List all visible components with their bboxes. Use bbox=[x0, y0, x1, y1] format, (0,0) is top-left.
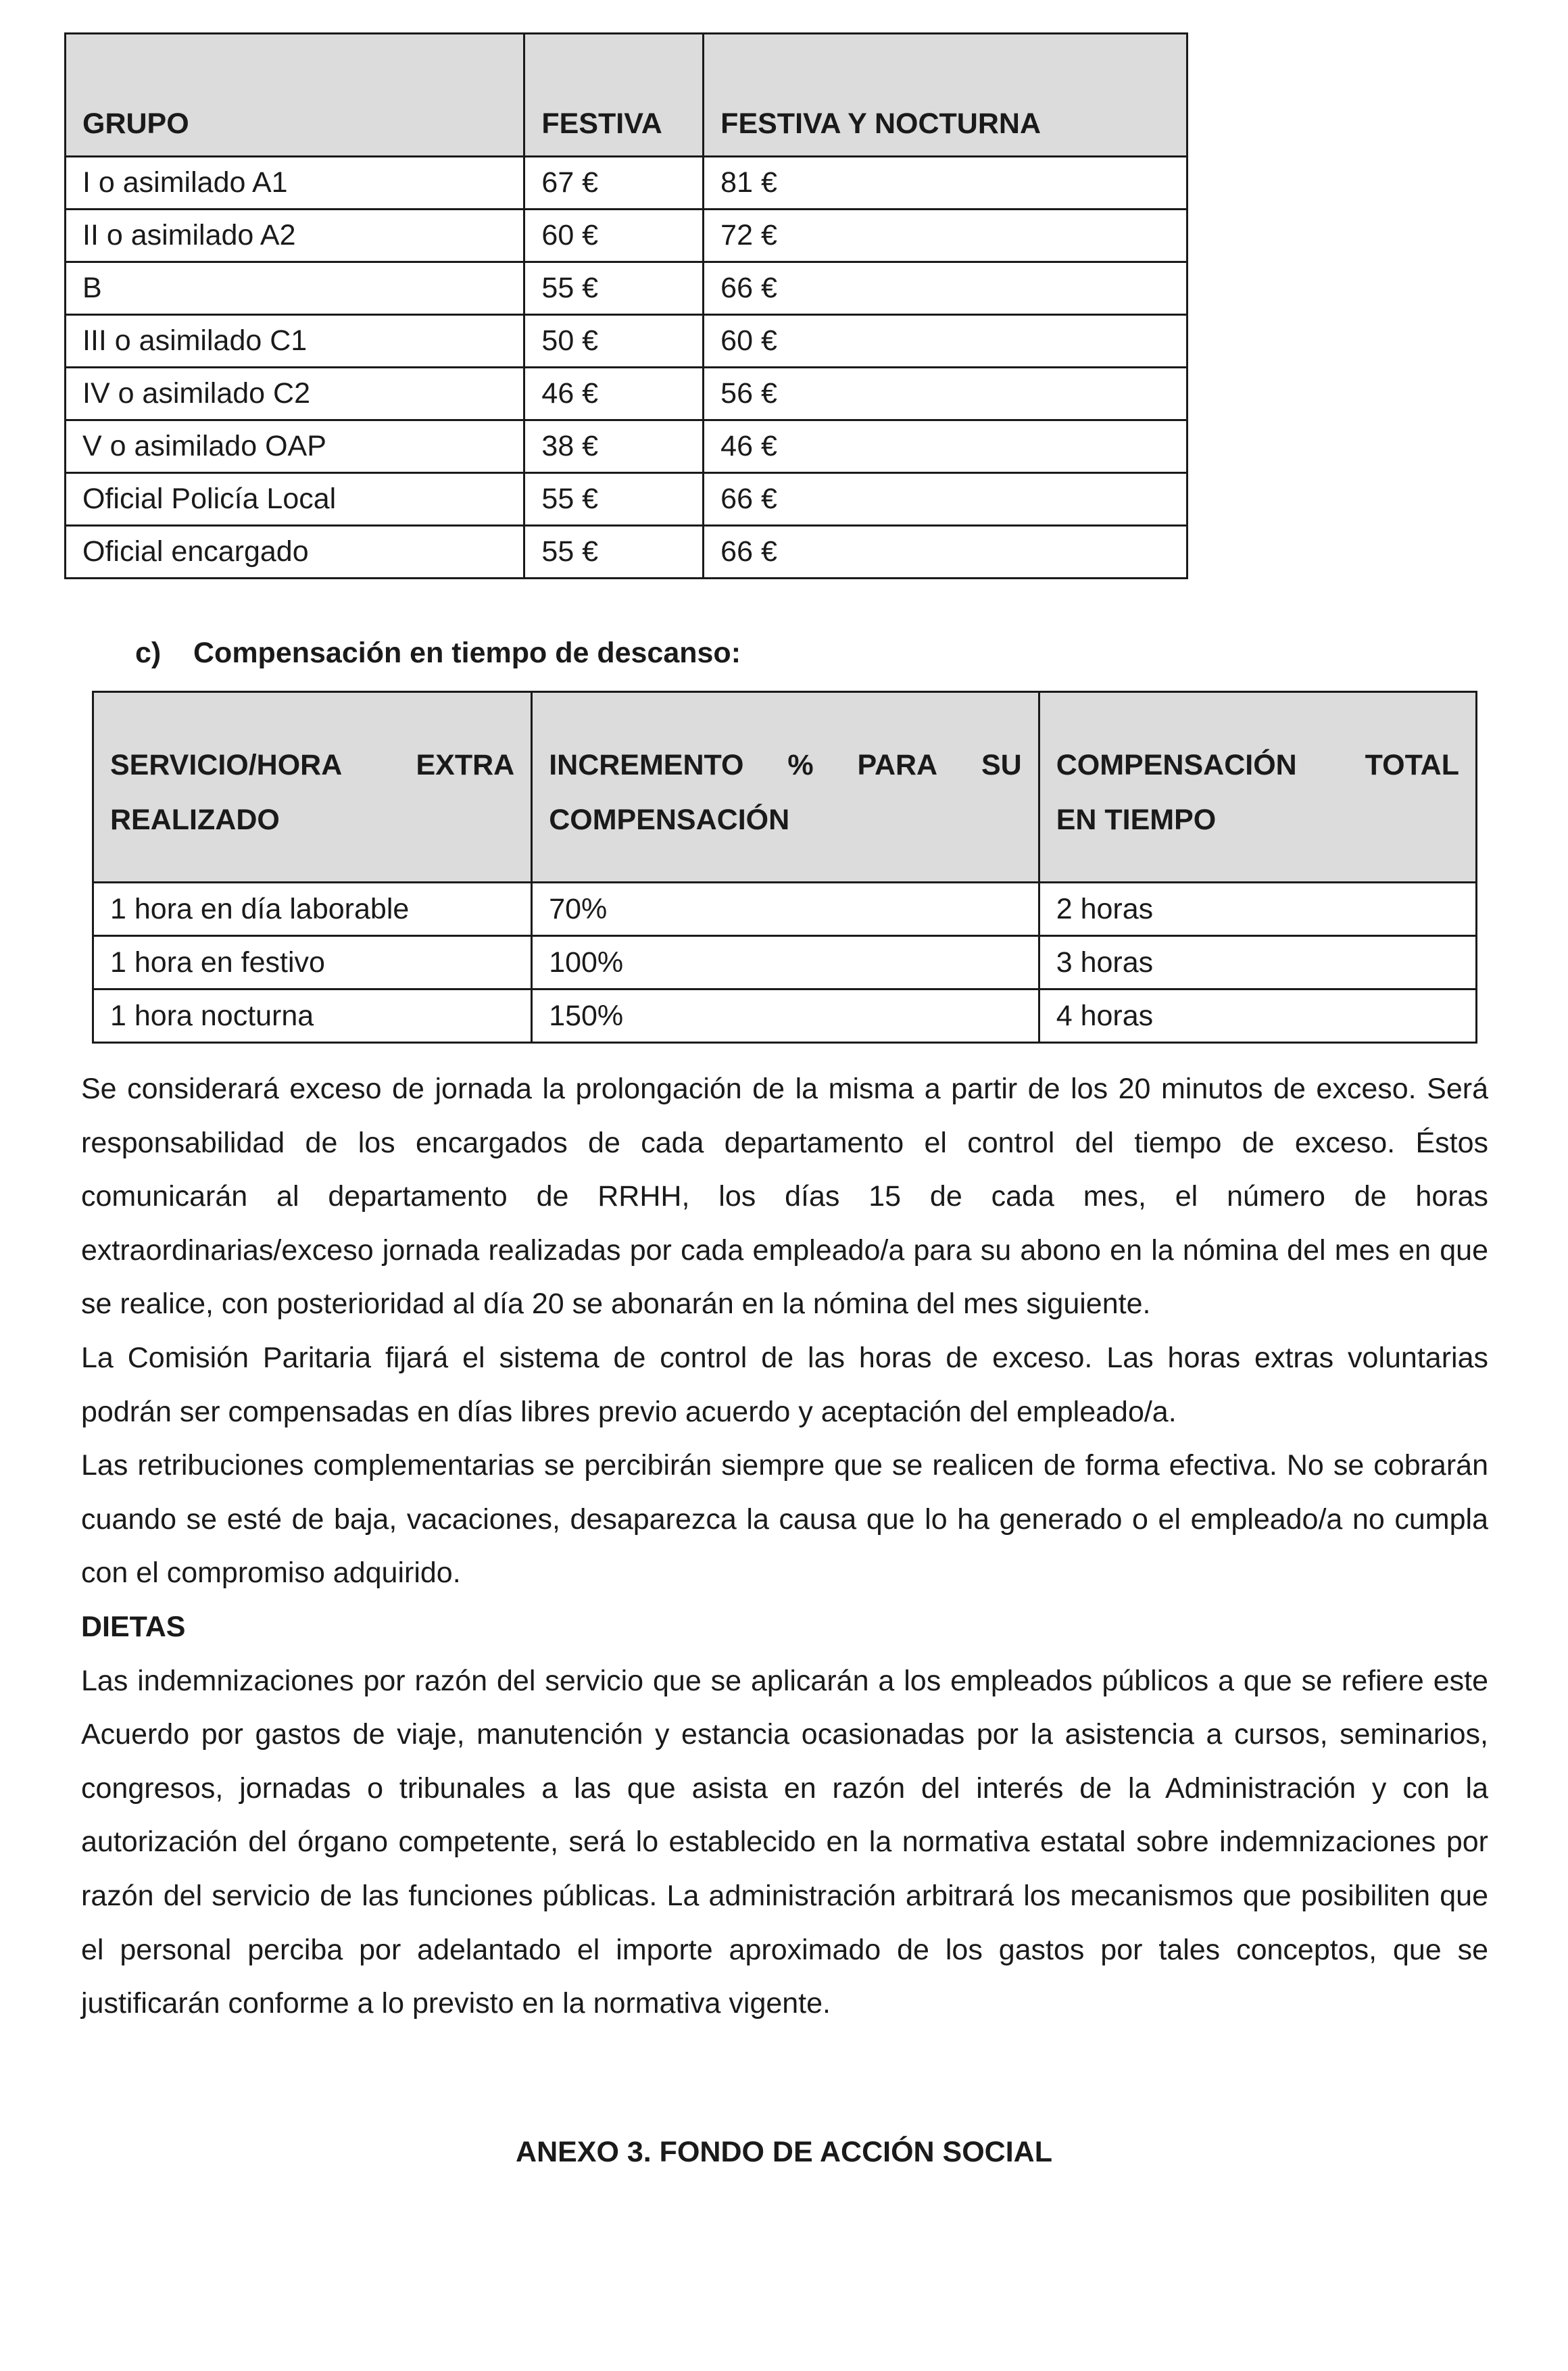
cell-servicio: 1 hora en día laborable bbox=[93, 883, 532, 936]
cell-festiva-nocturna: 60 € bbox=[704, 315, 1187, 368]
cell-festiva: 55 € bbox=[524, 526, 704, 579]
cell-festiva: 46 € bbox=[524, 368, 704, 420]
header-word: TOTAL bbox=[1365, 748, 1459, 781]
table-row bbox=[66, 262, 1187, 315]
header-line: REALIZADO bbox=[110, 803, 280, 836]
dietas-heading: DIETAS bbox=[81, 1610, 186, 1643]
cell-servicio: 1 hora en festivo bbox=[93, 936, 532, 989]
cell-festiva: 50 € bbox=[524, 315, 704, 368]
cell-incremento: 150% bbox=[532, 989, 1039, 1043]
table-header-row bbox=[66, 34, 1187, 157]
header-line bbox=[1056, 738, 1459, 793]
cell-festiva-nocturna: 56 € bbox=[704, 368, 1187, 420]
cell-festiva: 55 € bbox=[524, 473, 704, 526]
cell-grupo: IV o asimilado C2 bbox=[66, 368, 524, 420]
cell-grupo: Oficial encargado bbox=[66, 526, 524, 579]
table-row bbox=[93, 936, 1477, 989]
cell-grupo: V o asimilado OAP bbox=[66, 420, 524, 473]
cell-incremento: 100% bbox=[532, 936, 1039, 989]
paragraph-dietas: Las indemnizaciones por razón del servicio que se aplicarán a los empleados públicos a que se refiere este Acuerdo por gastos de viaje, manutención y estancia ocasionadas por la asistencia a cursos, seminarios, congresos, jornadas o tribunales a las que asista en razón del interés de la Administración y con la autorización del órgano competente, será lo establecido en la normativa estatal sobre indemnizaciones por razón del servicio de las funciones públicas. La administración arbitrará los mecanismos que posibiliten que el personal perciba por adelantado el importe aproximado de los gastos por tales conceptos, que se justificarán conforme a lo previsto en la normativa vigente. bbox=[81, 1664, 1488, 2020]
festiva-pay-table bbox=[64, 32, 1188, 579]
cell-grupo: Oficial Policía Local bbox=[66, 473, 524, 526]
header-grupo: GRUPO bbox=[66, 34, 524, 157]
table-header-row bbox=[93, 692, 1477, 883]
cell-festiva: 67 € bbox=[524, 157, 704, 210]
cell-festiva: 38 € bbox=[524, 420, 704, 473]
cell-compensacion: 4 horas bbox=[1039, 989, 1476, 1043]
table-row bbox=[66, 157, 1187, 210]
table-row bbox=[66, 210, 1187, 262]
cell-servicio: 1 hora nocturna bbox=[93, 989, 532, 1043]
cell-festiva-nocturna: 66 € bbox=[704, 262, 1187, 315]
header-festiva-nocturna: FESTIVA Y NOCTURNA bbox=[704, 34, 1187, 157]
table-row bbox=[93, 989, 1477, 1043]
paragraph-exceso-jornada: Se considerará exceso de jornada la prolongación de la misma a partir de los 20 minutos de exceso. Será responsabilidad de los encargados de cada departamento el control del tiempo de exceso. Éstos comunicarán al departamento de RRHH, los días 15 de cada mes, el número de horas extraordinarias/exceso jornada realizadas por cada empleado/a para su abono en la nómina del mes en que se realice, con posterioridad al día 20 se abonarán en la nómina del mes siguiente. bbox=[81, 1073, 1488, 1321]
cell-festiva-nocturna: 66 € bbox=[704, 526, 1187, 579]
cell-festiva: 60 € bbox=[524, 210, 704, 262]
paragraph-comision-paritaria: La Comisión Paritaria fijará el sistema de control de las horas de exceso. Las horas extras voluntarias podrán ser compensadas en días libres previo acuerdo y aceptación del empleado/a. bbox=[81, 1341, 1488, 1428]
cell-festiva: 55 € bbox=[524, 262, 704, 315]
body-text bbox=[81, 1062, 1488, 2031]
table-row bbox=[66, 315, 1187, 368]
table-row bbox=[66, 420, 1187, 473]
cell-festiva-nocturna: 81 € bbox=[704, 157, 1187, 210]
header-line bbox=[110, 738, 514, 793]
header-servicio-hora bbox=[93, 692, 532, 883]
header-word: EXTRA bbox=[416, 748, 515, 781]
section-c-letter: c) bbox=[135, 637, 162, 669]
annex-title: ANEXO 3. FONDO DE ACCIÓN SOCIAL bbox=[516, 2136, 1052, 2168]
cell-grupo: III o asimilado C1 bbox=[66, 315, 524, 368]
header-word: SU bbox=[981, 748, 1022, 781]
header-word: SERVICIO/HORA bbox=[110, 748, 343, 781]
table-row bbox=[93, 883, 1477, 936]
cell-grupo: B bbox=[66, 262, 524, 315]
header-line: EN TIEMPO bbox=[1056, 803, 1217, 836]
compensacion-table bbox=[92, 691, 1477, 1044]
header-word: COMPENSACIÓN bbox=[1056, 748, 1297, 781]
header-line: COMPENSACIÓN bbox=[549, 803, 790, 836]
header-word: PARA bbox=[857, 748, 938, 781]
paragraph-retribuciones: Las retribuciones complementarias se percibirán siempre que se realicen de forma efectiva. No se cobrarán cuando se esté de baja, vacaciones, desaparezca la causa que lo ha generado o el empleado/a no cumpla con el compromiso adquirido. bbox=[81, 1449, 1488, 1590]
header-compensacion-total bbox=[1039, 692, 1476, 883]
table-row bbox=[66, 526, 1187, 579]
section-c-title: Compensación en tiempo de descanso: bbox=[193, 637, 741, 669]
cell-compensacion: 3 horas bbox=[1039, 936, 1476, 989]
cell-compensacion: 2 horas bbox=[1039, 883, 1476, 936]
cell-festiva-nocturna: 66 € bbox=[704, 473, 1187, 526]
cell-festiva-nocturna: 72 € bbox=[704, 210, 1187, 262]
table-row bbox=[66, 473, 1187, 526]
header-word: INCREMENTO bbox=[549, 748, 744, 781]
cell-festiva-nocturna: 46 € bbox=[704, 420, 1187, 473]
header-line bbox=[549, 738, 1022, 793]
cell-grupo: II o asimilado A2 bbox=[66, 210, 524, 262]
header-festiva: FESTIVA bbox=[524, 34, 704, 157]
section-c-heading bbox=[135, 637, 741, 670]
header-incremento bbox=[532, 692, 1039, 883]
cell-incremento: 70% bbox=[532, 883, 1039, 936]
table-row bbox=[66, 368, 1187, 420]
header-word: % bbox=[787, 748, 814, 781]
cell-grupo: I o asimilado A1 bbox=[66, 157, 524, 210]
